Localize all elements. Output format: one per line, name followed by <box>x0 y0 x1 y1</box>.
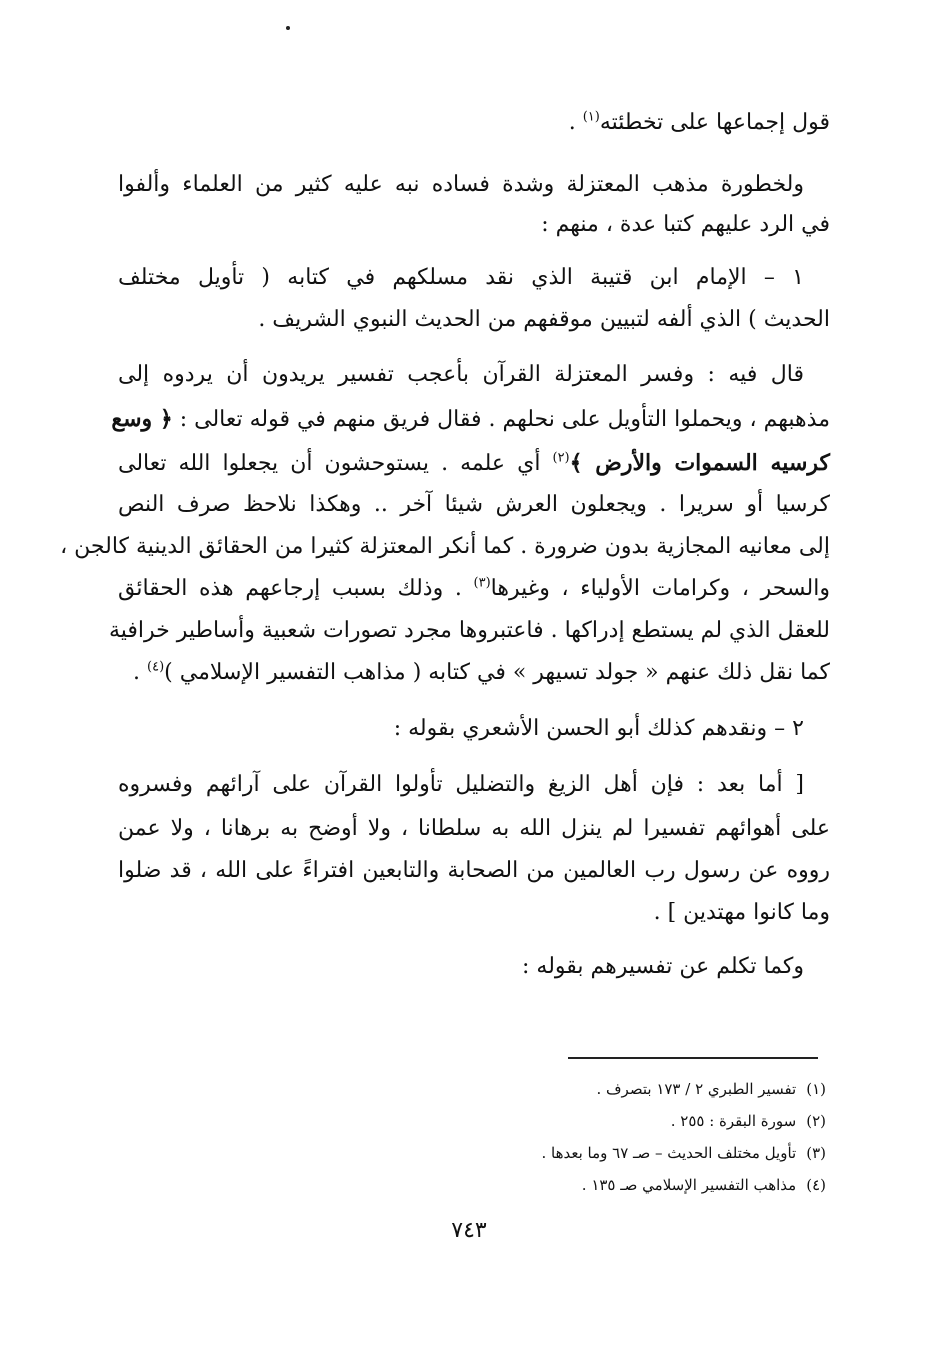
body-line: الحديث ) الذي ألفه لتبيين موقفهم من الحديث النبوي الشريف . <box>258 307 830 332</box>
footnote: (٣)تأويل مختلف الحديث – صـ ٦٧ وما بعدها . <box>541 1144 826 1162</box>
body-line: كرسيا أو سريرا . ويجعلون العرش شيئا آخر .. وهكذا نلاحظ صرف النص <box>118 492 830 517</box>
body-line: قول إجماعها على تخطئته$^{(١)}$ . <box>568 109 830 135</box>
footnote-ref: (٤) <box>147 659 165 675</box>
body-line: كما نقل ذلك عنهم « جولد تسيهر » في كتابه ( مذاهب التفسير الإسلامي )$^{(٤)}$ . <box>133 659 830 685</box>
scan-speck <box>286 26 290 30</box>
page-number: ٧٤٣ <box>451 1218 487 1243</box>
quote-line: [ أما بعد : فإن أهل الزيغ والتضليل تأولوا القرآن على آرائهم وفسروه <box>118 772 804 797</box>
footnote-ref: (٣) <box>473 575 491 591</box>
footnote-ref: (٢) <box>552 450 570 466</box>
body-line: والسحر ، وكرامات الأولياء ، وغيرها$^{(٣)}$ . وذلك بسبب إرجاعهم هذه الحقائق <box>118 575 830 601</box>
body-line: قال فيه : وفسر المعتزلة القرآن بأعجب تفسير يريدون أن يردوه إلى <box>118 362 804 387</box>
body-line: ١ – الإمام ابن قتيبة الذي نقد مسلكهم في كتابه ( تأويل مختلف <box>118 265 804 290</box>
quote-line: وما كانوا مهتدين ] . <box>653 900 830 925</box>
body-line: إلى معانيه المجازية بدون ضرورة . كما أنكر المعتزلة كثيرا من الحقائق الدينية كالجن ، <box>60 534 830 559</box>
footnote-ref: (١) <box>582 109 600 125</box>
body-line: ولخطورة مذهب المعتزلة وشدة فساده نبه عليه كثير من العلماء وألفوا <box>118 172 804 197</box>
footnote-divider <box>568 1057 818 1059</box>
footnote: (٤)مذاهب التفسير الإسلامي صـ ١٣٥ . <box>581 1176 826 1194</box>
body-line: كرسيه السموات والأرض ﴾$^{(٢)}$ أي علمه . يستوحشون أن يجعلوا الله تعالى <box>118 450 830 476</box>
quote-line: رووه عن رسول رب العالمين من الصحابة والتابعين افتراءً على الله ، قد ضلوا <box>118 858 830 883</box>
body-line: مذهبهم ، ويحملوا التأويل على نحلهم . فقال فريق منهم في قوله تعالى : ﴿ وسع <box>111 406 830 432</box>
body-line: في الرد عليهم كتبا عدة ، منهم : <box>541 212 830 237</box>
body-line: للعقل الذي لم يستطع إدراكها . فاعتبروها مجرد تصورات شعبية وأساطير خرافية <box>108 618 830 643</box>
footnote: (١)تفسير الطبري ٢ / ١٧٣ بتصرف . <box>596 1080 826 1098</box>
body-line: وكما تكلم عن تفسيرهم بقوله : <box>522 954 804 979</box>
body-line: ٢ – ونقدهم كذلك أبو الحسن الأشعري بقوله : <box>393 716 804 741</box>
footnote: (٢)سورة البقرة : ٢٥٥ . <box>670 1112 826 1130</box>
quote-line: على أهوائهم تفسيرا لم ينزل الله به سلطانا ، ولا أوضح به برهانا ، ولا عمن <box>118 816 830 841</box>
